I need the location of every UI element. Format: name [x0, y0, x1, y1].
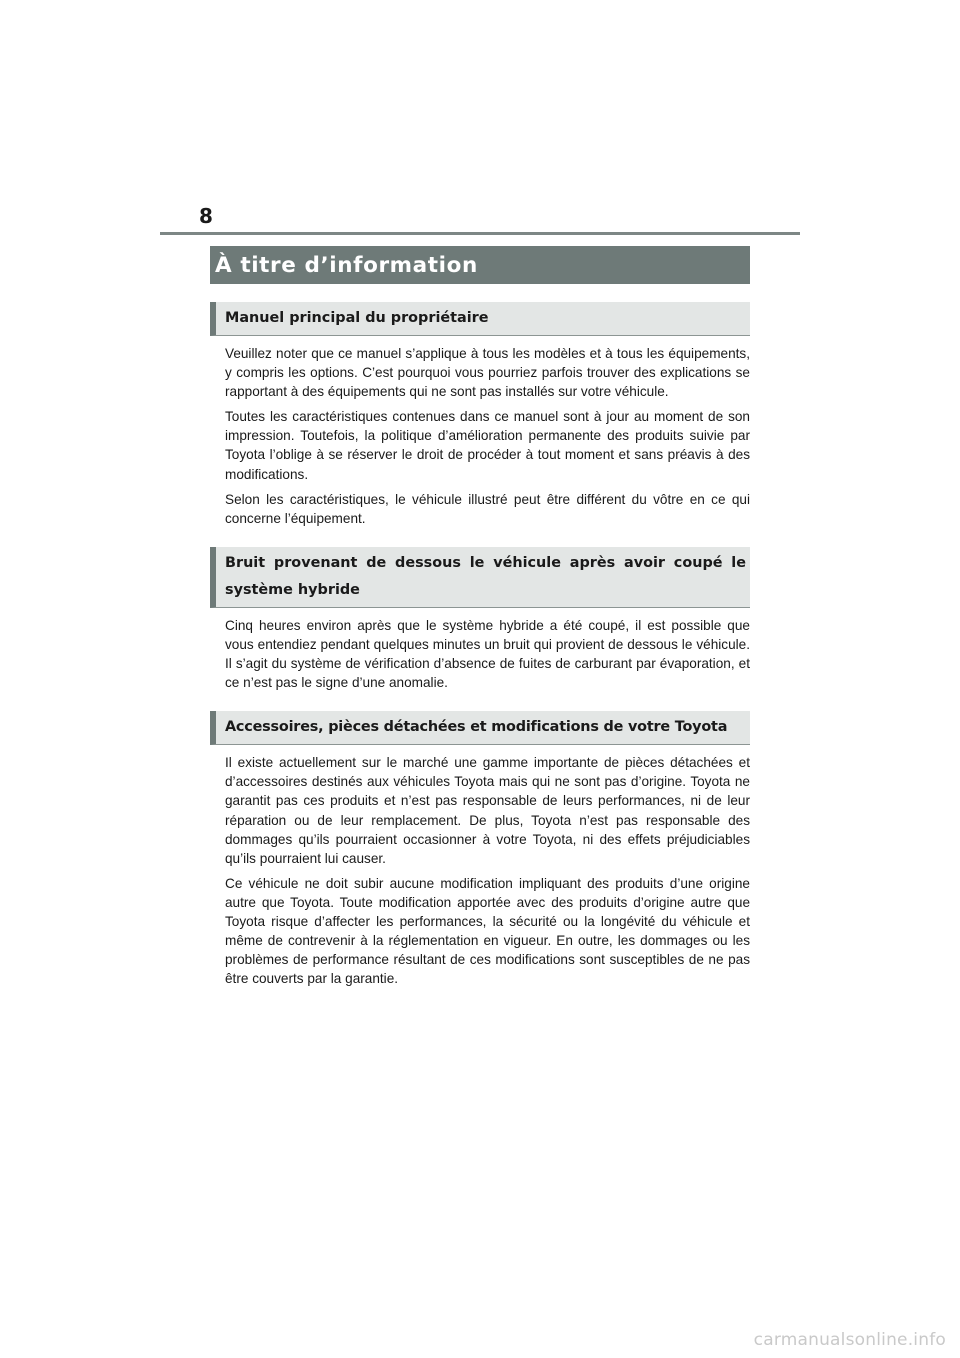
section-header-accessories [210, 711, 750, 745]
page-number: 8 [199, 204, 213, 228]
header-rule [160, 232, 800, 235]
paragraph: Il existe actuellement sur le marché une gamme importante de pièces détachées et d’accessoires destinés aux véhicules Toyota mais qui ne sont pas d’origine. Toyota ne garantit pas ces produits et n’est pas responsable de leurs performances, ni de leur réparation ou de leur remplacement. De plus, Toyota n’est pas responsable des dommages qu’ils pourraient occasionner à votre Toyota, ni des effets préjudiciables qu’ils pourraient lui causer. [225, 755, 750, 866]
paragraph: Cinq heures environ après que le système hybride a été coupé, il est possible que vous entendiez pendant quelques minutes un bruit qui provient de dessous le véhicule. Il s’agit du système de vérification d’absence de fuites de carburant par évaporation, et ce n’est pas le signe d’une anomalie. [225, 617, 750, 691]
paragraph: Ce véhicule ne doit subir aucune modification impliquant des produits d’une origine autre que Toyota. Toute modification apportée avec des produits d’origine autre que Toyota risque d’affecter les performances, la sécurité ou la longévité du véhicule et même de contrevenir à la réglementation en vigueur. En outre, les dommages ou les problèmes de performance résultant de ces modifications sont susceptibles de ne pas être couverts par la garantie. [225, 875, 750, 987]
section-header-owners-manual [210, 302, 750, 336]
chapter-title: À titre d’information [215, 252, 478, 278]
paragraph: Toutes les caractéristiques contenues dans ce manuel sont à jour au moment de son impression. Toutefois, la politique d’amélioration permanente des produits suivie par Toyota l’oblige à se réserver le droit de procéder à tout moment et sans préavis à des modifications. [225, 409, 750, 482]
section-title: Manuel principal du propriétaire [225, 310, 489, 326]
chapter-banner [210, 246, 750, 284]
page-content [210, 246, 750, 988]
watermark-text: carmanualsonline.info [753, 1330, 946, 1350]
paragraph: Veuillez noter que ce manuel s’applique à tous les modèles et à tous les équipements, y compris les options. C’est pourquoi vous pourriez parfois trouver des explications se rapportant à des équipements qui ne sont pas installés sur votre véhicule. [225, 346, 750, 400]
section-title: Bruit provenant de dessous le véhicule après avoir coupé le système hybride [225, 554, 746, 598]
section-header-noise-under-vehicle [210, 547, 750, 608]
section-title: Accessoires, pièces détachées et modifications de votre Toyota [225, 719, 728, 736]
paragraph: Selon les caractéristiques, le véhicule illustré peut être différent du vôtre en ce qui concerne l’équipement. [225, 491, 750, 526]
